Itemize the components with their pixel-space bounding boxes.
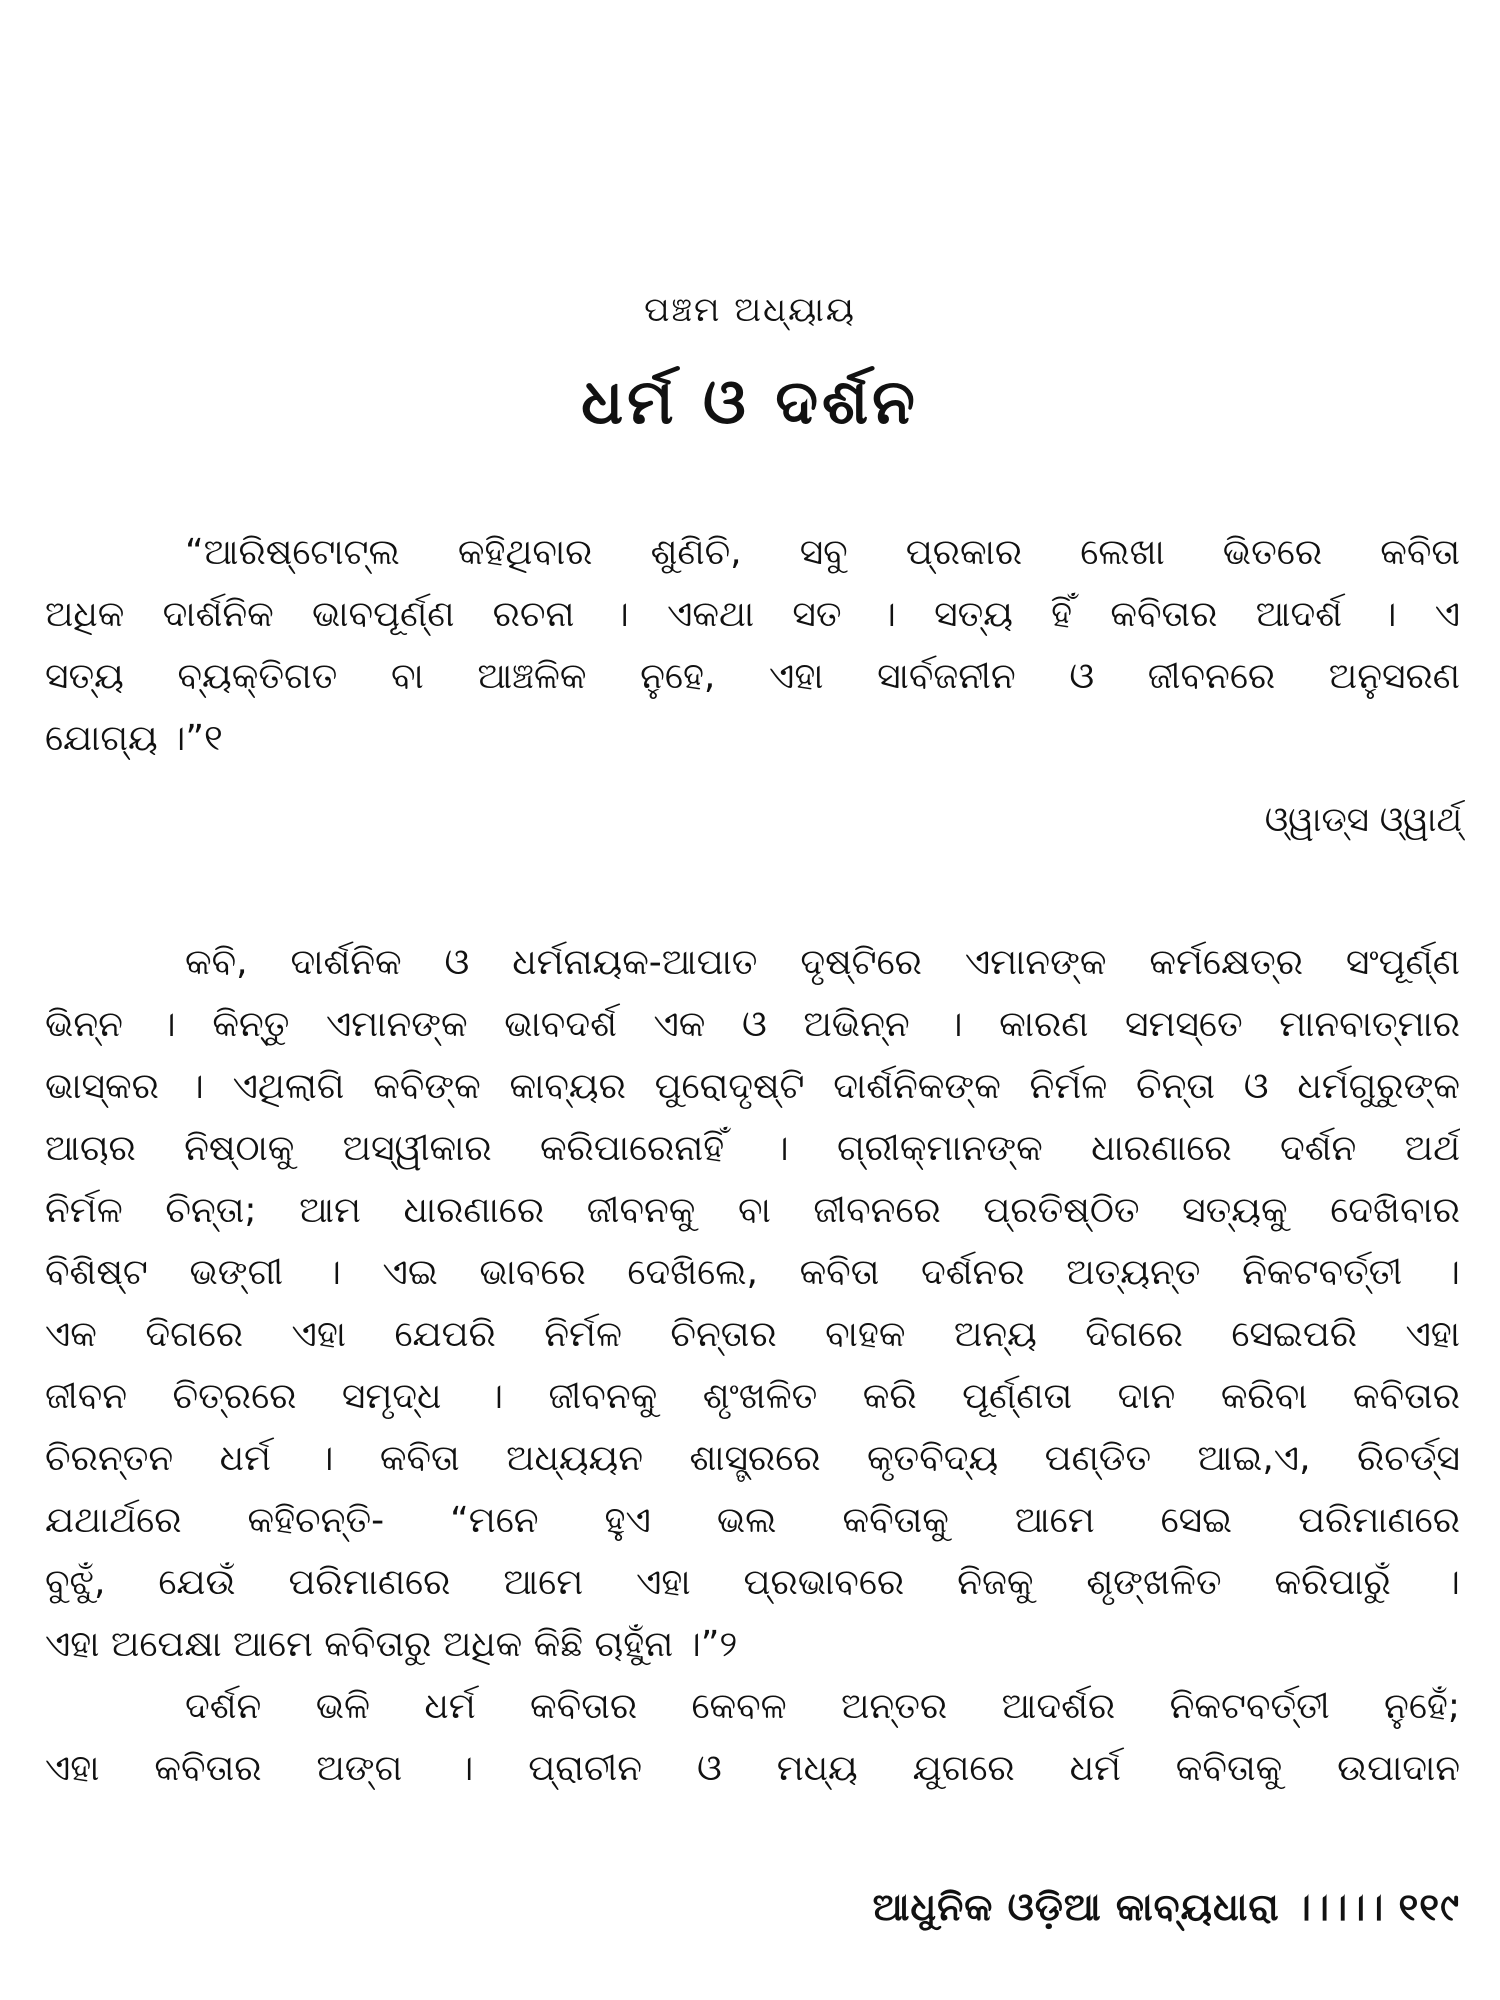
epigraph-line: ଯୋଗ୍ୟ ।”୧	[45, 718, 223, 759]
page-footer: ଆଧୁନିକ ଓଡ଼ିଆ କାବ୍ୟଧାରା ।।।।। ୧୧୯	[872, 1885, 1460, 1929]
epigraph-line: ଅଧିକ ଦାର୍ଶନିକ ଭାବପୂର୍ଣ୍ଣ ରଚନା । ଏକଥା ସତ । ସତ୍ୟ ହିଁ କବିତାର ଆଦର୍ଶ । ଏ	[45, 594, 1460, 635]
body-line: ଯଥାର୍ଥରେ କହିଚନ୍ତି- “ମନେ ହୁଏ ଭଲ କବିତାକୁ ଆମେ ସେଇ ପରିମାଣରେ	[45, 1500, 1460, 1541]
body-line: ନିର୍ମଳ ଚିନ୍ତା; ଆମ ଧାରଣାରେ ଜୀବନକୁ ବା ଜୀବନରେ ପ୍ରତିଷ୍ଠିତ ସତ୍ୟକୁ ଦେଖିବାର	[45, 1190, 1460, 1231]
body-line: ବୁଝୁଁ, ଯେଉଁ ପରିମାଣରେ ଆମେ ଏହା ପ୍ରଭାବରେ ନିଜକୁ ଶୃଙ୍ଖଳିତ କରିପାରୁଁ ।	[45, 1562, 1460, 1603]
body-line: ଆଚାର ନିଷ୍ଠାକୁ ଅସ୍ୱୀକାର କରିପାରେନାହିଁ । ଗ୍ରୀକ୍‌ମାନଙ୍କ ଧାରଣାରେ ଦର୍ଶନ ଅର୍ଥ	[45, 1128, 1460, 1169]
body-line: ଭିନ୍ନ । କିନ୍ତୁ ଏମାନଙ୍କ ଭାବଦର୍ଶ ଏକ ଓ ଅଭିନ୍ନ । କାରଣ ସମସ୍ତେ ମାନବାତ୍ମାର	[45, 1004, 1460, 1045]
chapter-label: ପଞ୍ଚମ ଅଧ୍ୟାୟ	[644, 290, 856, 330]
body-line: ଏକ ଦିଗରେ ଏହା ଯେପରି ନିର୍ମଳ ଚିନ୍ତାର ବାହକ ଅନ୍ୟ ଦିଗରେ ସେଇପରି ଏହା	[45, 1314, 1460, 1355]
epigraph-line: “ଆରିଷ୍ଟୋଟ୍‌ଲ କହିଥିବାର ଶୁଣିଚି, ସବୁ ପ୍ରକାର ଲେଖା ଭିତରେ କବିତା	[185, 532, 1460, 573]
body-line: ଦର୍ଶନ ଭଳି ଧର୍ମ କବିତାର କେବଳ ଅନ୍ତର ଆଦର୍ଶର ନିକଟବର୍ତ୍ତୀ ନୁହେଁ;	[185, 1686, 1460, 1727]
body-line: ଚିରନ୍ତନ ଧର୍ମ । କବିତା ଅଧ୍ୟୟନ ଶାସ୍ତ୍ରରେ କୃତବିଦ୍ୟ ପଣ୍ଡିତ ଆଇ,ଏ, ରିଚର୍ଡ୍‌ସ	[45, 1438, 1460, 1479]
body-line: ଜୀବନ ଚିତ୍ରରେ ସମୃଦ୍ଧ । ଜୀବନକୁ ଶୃଂଖଳିତ କରି ପୂର୍ଣ୍ଣତା ଦାନ କରିବା କବିତାର	[45, 1376, 1460, 1417]
body-line: କବି, ଦାର୍ଶନିକ ଓ ଧର୍ମନାୟକ-ଆପାତ ଦୃଷ୍ଟିରେ ଏମାନଙ୍କ କର୍ମକ୍ଷେତ୍ର ସଂପୂର୍ଣ୍ଣ	[185, 942, 1460, 983]
body-line: ଏହା କବିତାର ଅଙ୍ଗ । ପ୍ରାଚୀନ ଓ ମଧ୍ୟ ଯୁଗରେ ଧର୍ମ କବିତାକୁ ଉପାଦାନ	[45, 1748, 1460, 1789]
epigraph-line: ସତ୍ୟ ବ୍ୟକ୍ତିଗତ ବା ଆଞ୍ଚଳିକ ନୁହେ, ଏହା ସାର୍ବଜନୀନ ଓ ଜୀବନରେ ଅନୁସରଣ	[45, 656, 1460, 697]
body-text	[45, 932, 1460, 1800]
chapter-title: ଧର୍ମ ଓ ଦର୍ଶନ	[581, 365, 919, 438]
body-line: ଭାସ୍କର । ଏଥିଲାଗି କବିଙ୍କ କାବ୍ୟର ପୁରୋଦୃଷ୍ଟି ଦାର୍ଶନିକଙ୍କ ନିର୍ମଳ ଚିନ୍ତା ଓ ଧର୍ମଗୁରୁଙ୍କ	[45, 1066, 1460, 1107]
body-line: ବିଶିଷ୍ଟ ଭଙ୍ଗୀ । ଏଇ ଭାବରେ ଦେଖିଲେ, କବିତା ଦର୍ଶନର ଅତ୍ୟନ୍ତ ନିକଟବର୍ତ୍ତୀ ।	[45, 1252, 1460, 1293]
epigraph-quote	[45, 522, 1460, 770]
epigraph-attribution: ଓ୍ୱାଡ୍‌ସ ଓ୍ୱାର୍ଥ୍	[1264, 800, 1462, 840]
body-line: ଏହା ଅପେକ୍ଷା ଆମେ କବିତାରୁ ଅଧିକ କିଛି ଚାହୁଁନା ।”୨	[45, 1624, 738, 1665]
